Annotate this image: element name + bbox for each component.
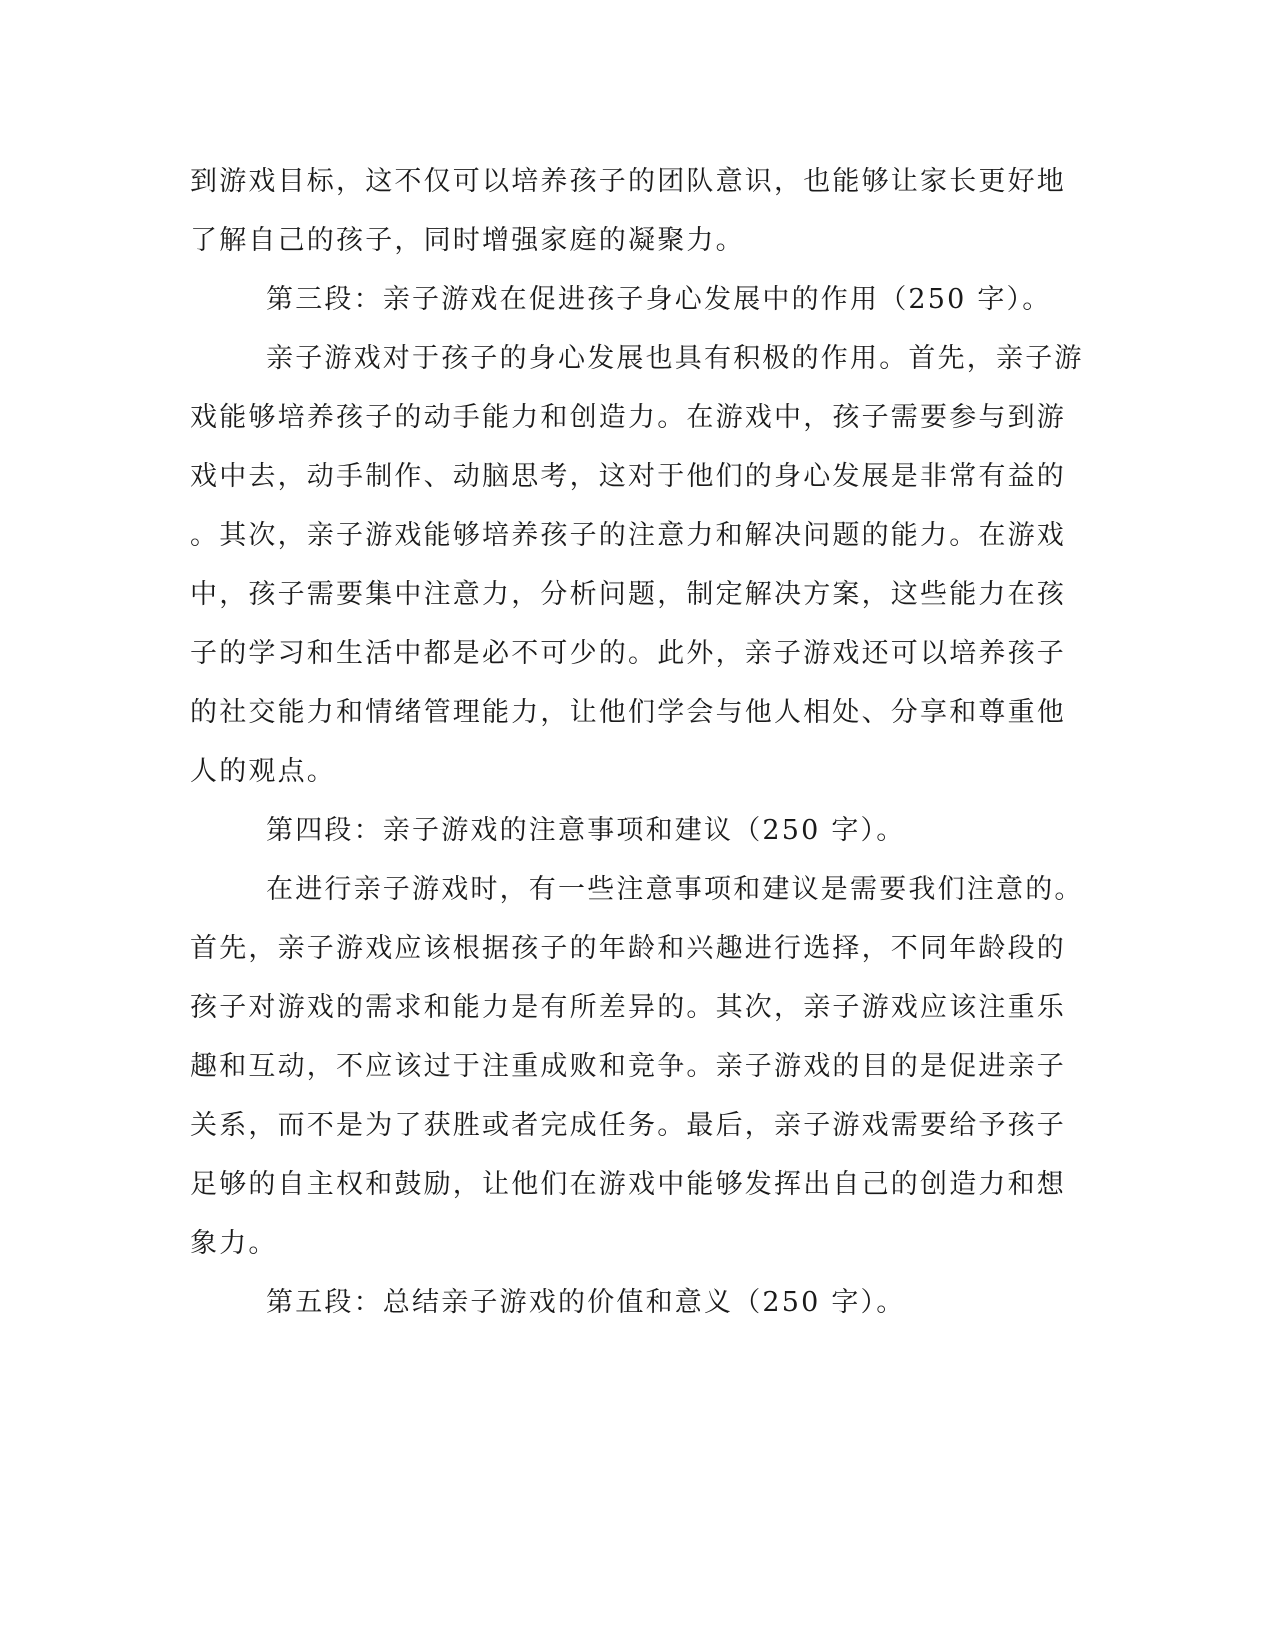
body-text-line: 孩子对游戏的需求和能力是有所差异的。其次，亲子游戏应该注重乐	[190, 992, 1066, 1023]
body-text-line: 中，孩子需要集中注意力，分析问题，制定解决方案，这些能力在孩	[190, 579, 1066, 610]
body-text-line: 首先，亲子游戏应该根据孩子的年龄和兴趣进行选择，不同年龄段的	[190, 933, 1066, 964]
body-text-line: 象力。	[190, 1228, 278, 1259]
body-text-line: 的社交能力和情绪管理能力，让他们学会与他人相处、分享和尊重他	[190, 697, 1066, 728]
body-text-line: 亲子游戏对于孩子的身心发展也具有积极的作用。首先，亲子游	[266, 343, 1084, 374]
body-text-line: 戏中去，动手制作、动脑思考，这对于他们的身心发展是非常有益的	[190, 461, 1066, 492]
body-text-line: 人的观点。	[190, 756, 336, 787]
body-text-line: 足够的自主权和鼓励，让他们在游戏中能够发挥出自己的创造力和想	[190, 1169, 1066, 1200]
body-text-line: 。其次，亲子游戏能够培养孩子的注意力和解决问题的能力。在游戏	[190, 520, 1066, 551]
body-text-line: 关系，而不是为了获胜或者完成任务。最后，亲子游戏需要给予孩子	[190, 1110, 1066, 1141]
body-text-line: 子的学习和生活中都是必不可少的。此外，亲子游戏还可以培养孩子	[190, 638, 1066, 669]
body-text-line: 了解自己的孩子，同时增强家庭的凝聚力。	[190, 225, 745, 256]
body-text-line: 到游戏目标，这不仅可以培养孩子的团队意识，也能够让家长更好地	[190, 166, 1066, 197]
body-text-line: 趣和互动，不应该过于注重成败和竞争。亲子游戏的目的是促进亲子	[190, 1051, 1066, 1082]
section-heading-5: 第五段：总结亲子游戏的价值和意义（250 字）。	[266, 1287, 906, 1318]
section-heading-3: 第三段：亲子游戏在促进孩子身心发展中的作用（250 字）。	[266, 284, 1052, 315]
body-text-line: 戏能够培养孩子的动手能力和创造力。在游戏中，孩子需要参与到游	[190, 402, 1066, 433]
body-text-line: 在进行亲子游戏时，有一些注意事项和建议是需要我们注意的。	[266, 874, 1084, 905]
section-heading-4: 第四段：亲子游戏的注意事项和建议（250 字）。	[266, 815, 906, 846]
